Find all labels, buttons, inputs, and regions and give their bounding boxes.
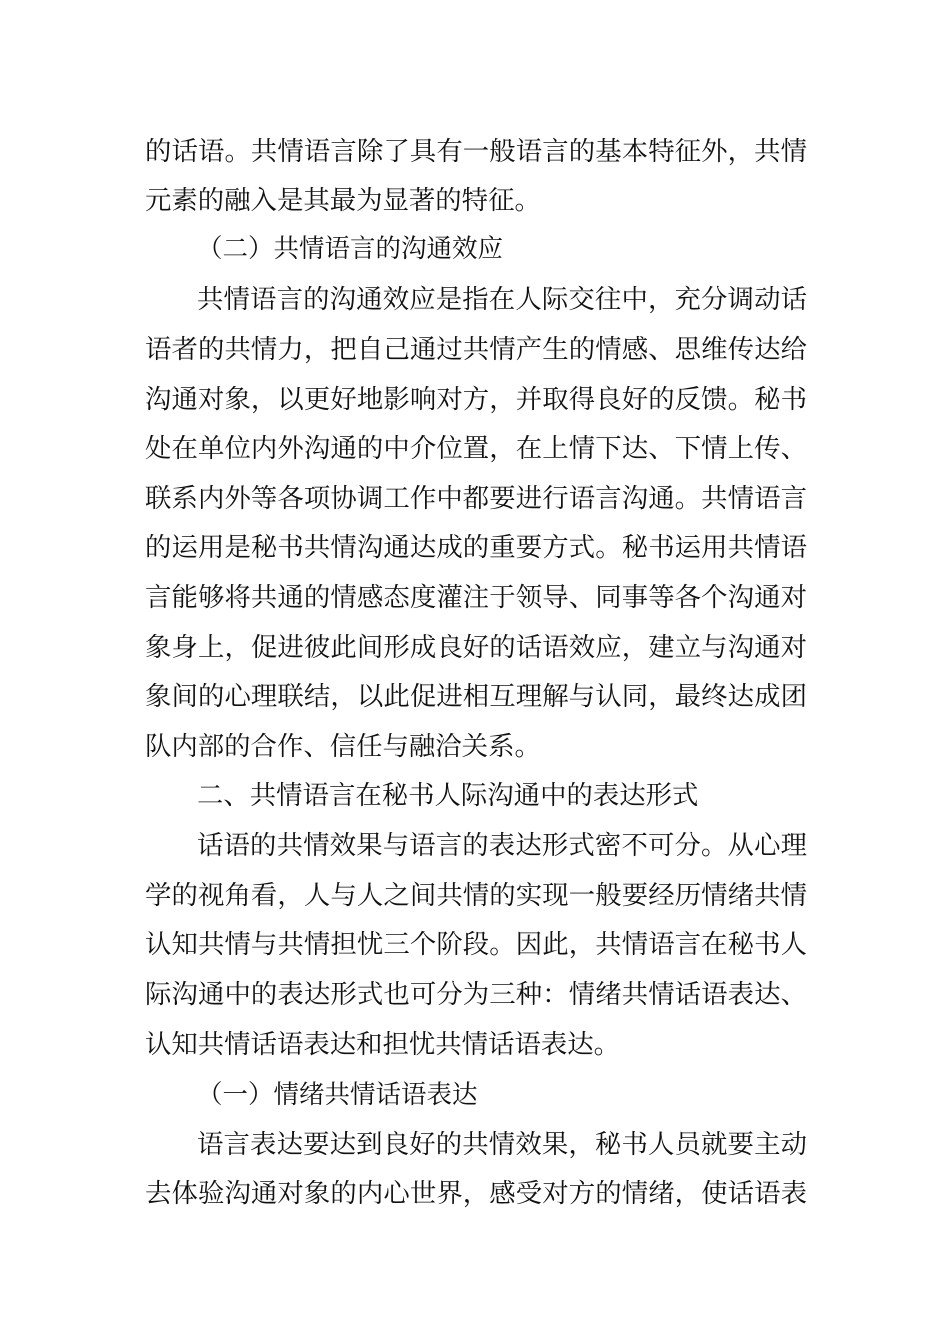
paragraph-line: 认知共情与共情担忧三个阶段。因此，共情语言在秘书人: [145, 929, 807, 960]
paragraph-line: 际沟通中的表达形式也可分为三种：情绪共情话语表达、: [145, 979, 807, 1010]
paragraph-line: 去体验沟通对象的内心世界，感受对方的情绪，使话语表: [145, 1178, 807, 1209]
paragraph-line: 认知共情话语表达和担忧共情话语表达。: [145, 1029, 621, 1060]
paragraph-line: 共情语言的沟通效应是指在人际交往中，充分调动话: [197, 284, 807, 315]
section-subheading: （一）情绪共情话语表达: [197, 1080, 478, 1110]
paragraph-line: 联系内外等各项协调工作中都要进行语言沟通。共情语言: [145, 483, 807, 514]
section-heading: 二、共情语言在秘书人际沟通中的表达形式: [197, 780, 699, 811]
paragraph-line: 元素的融入是其最为显著的特征。: [145, 185, 541, 216]
paragraph-line: 的话语。共情语言除了具有一般语言的基本特征外，共情: [145, 136, 807, 167]
paragraph-line: 队内部的合作、信任与融洽关系。: [145, 731, 541, 762]
paragraph-line: 象身上，促进彼此间形成良好的话语效应，建立与沟通对: [145, 632, 807, 663]
section-subheading: （二）共情语言的沟通效应: [197, 234, 504, 264]
paragraph-line: 学的视角看，人与人之间共情的实现一般要经历情绪共情: [145, 880, 807, 911]
paragraph-line: 言能够将共通的情感态度灌注于领导、同事等各个沟通对: [145, 582, 807, 613]
paragraph-line: 语言表达要达到良好的共情效果，秘书人员就要主动: [197, 1129, 807, 1160]
paragraph-line: 象间的心理联结，以此促进相互理解与认同，最终达成团: [145, 681, 807, 712]
paragraph-line: 语者的共情力，把自己通过共情产生的情感、思维传达给: [145, 334, 807, 365]
paragraph-line: 的运用是秘书共情沟通达成的重要方式。秘书运用共情语: [145, 532, 807, 563]
paragraph-line: 处在单位内外沟通的中介位置，在上情下达、下情上传、: [145, 433, 807, 464]
paragraph-line: 话语的共情效果与语言的表达形式密不可分。从心理: [197, 830, 807, 861]
paragraph-line: 沟通对象，以更好地影响对方，并取得良好的反馈。秘书: [145, 384, 807, 415]
